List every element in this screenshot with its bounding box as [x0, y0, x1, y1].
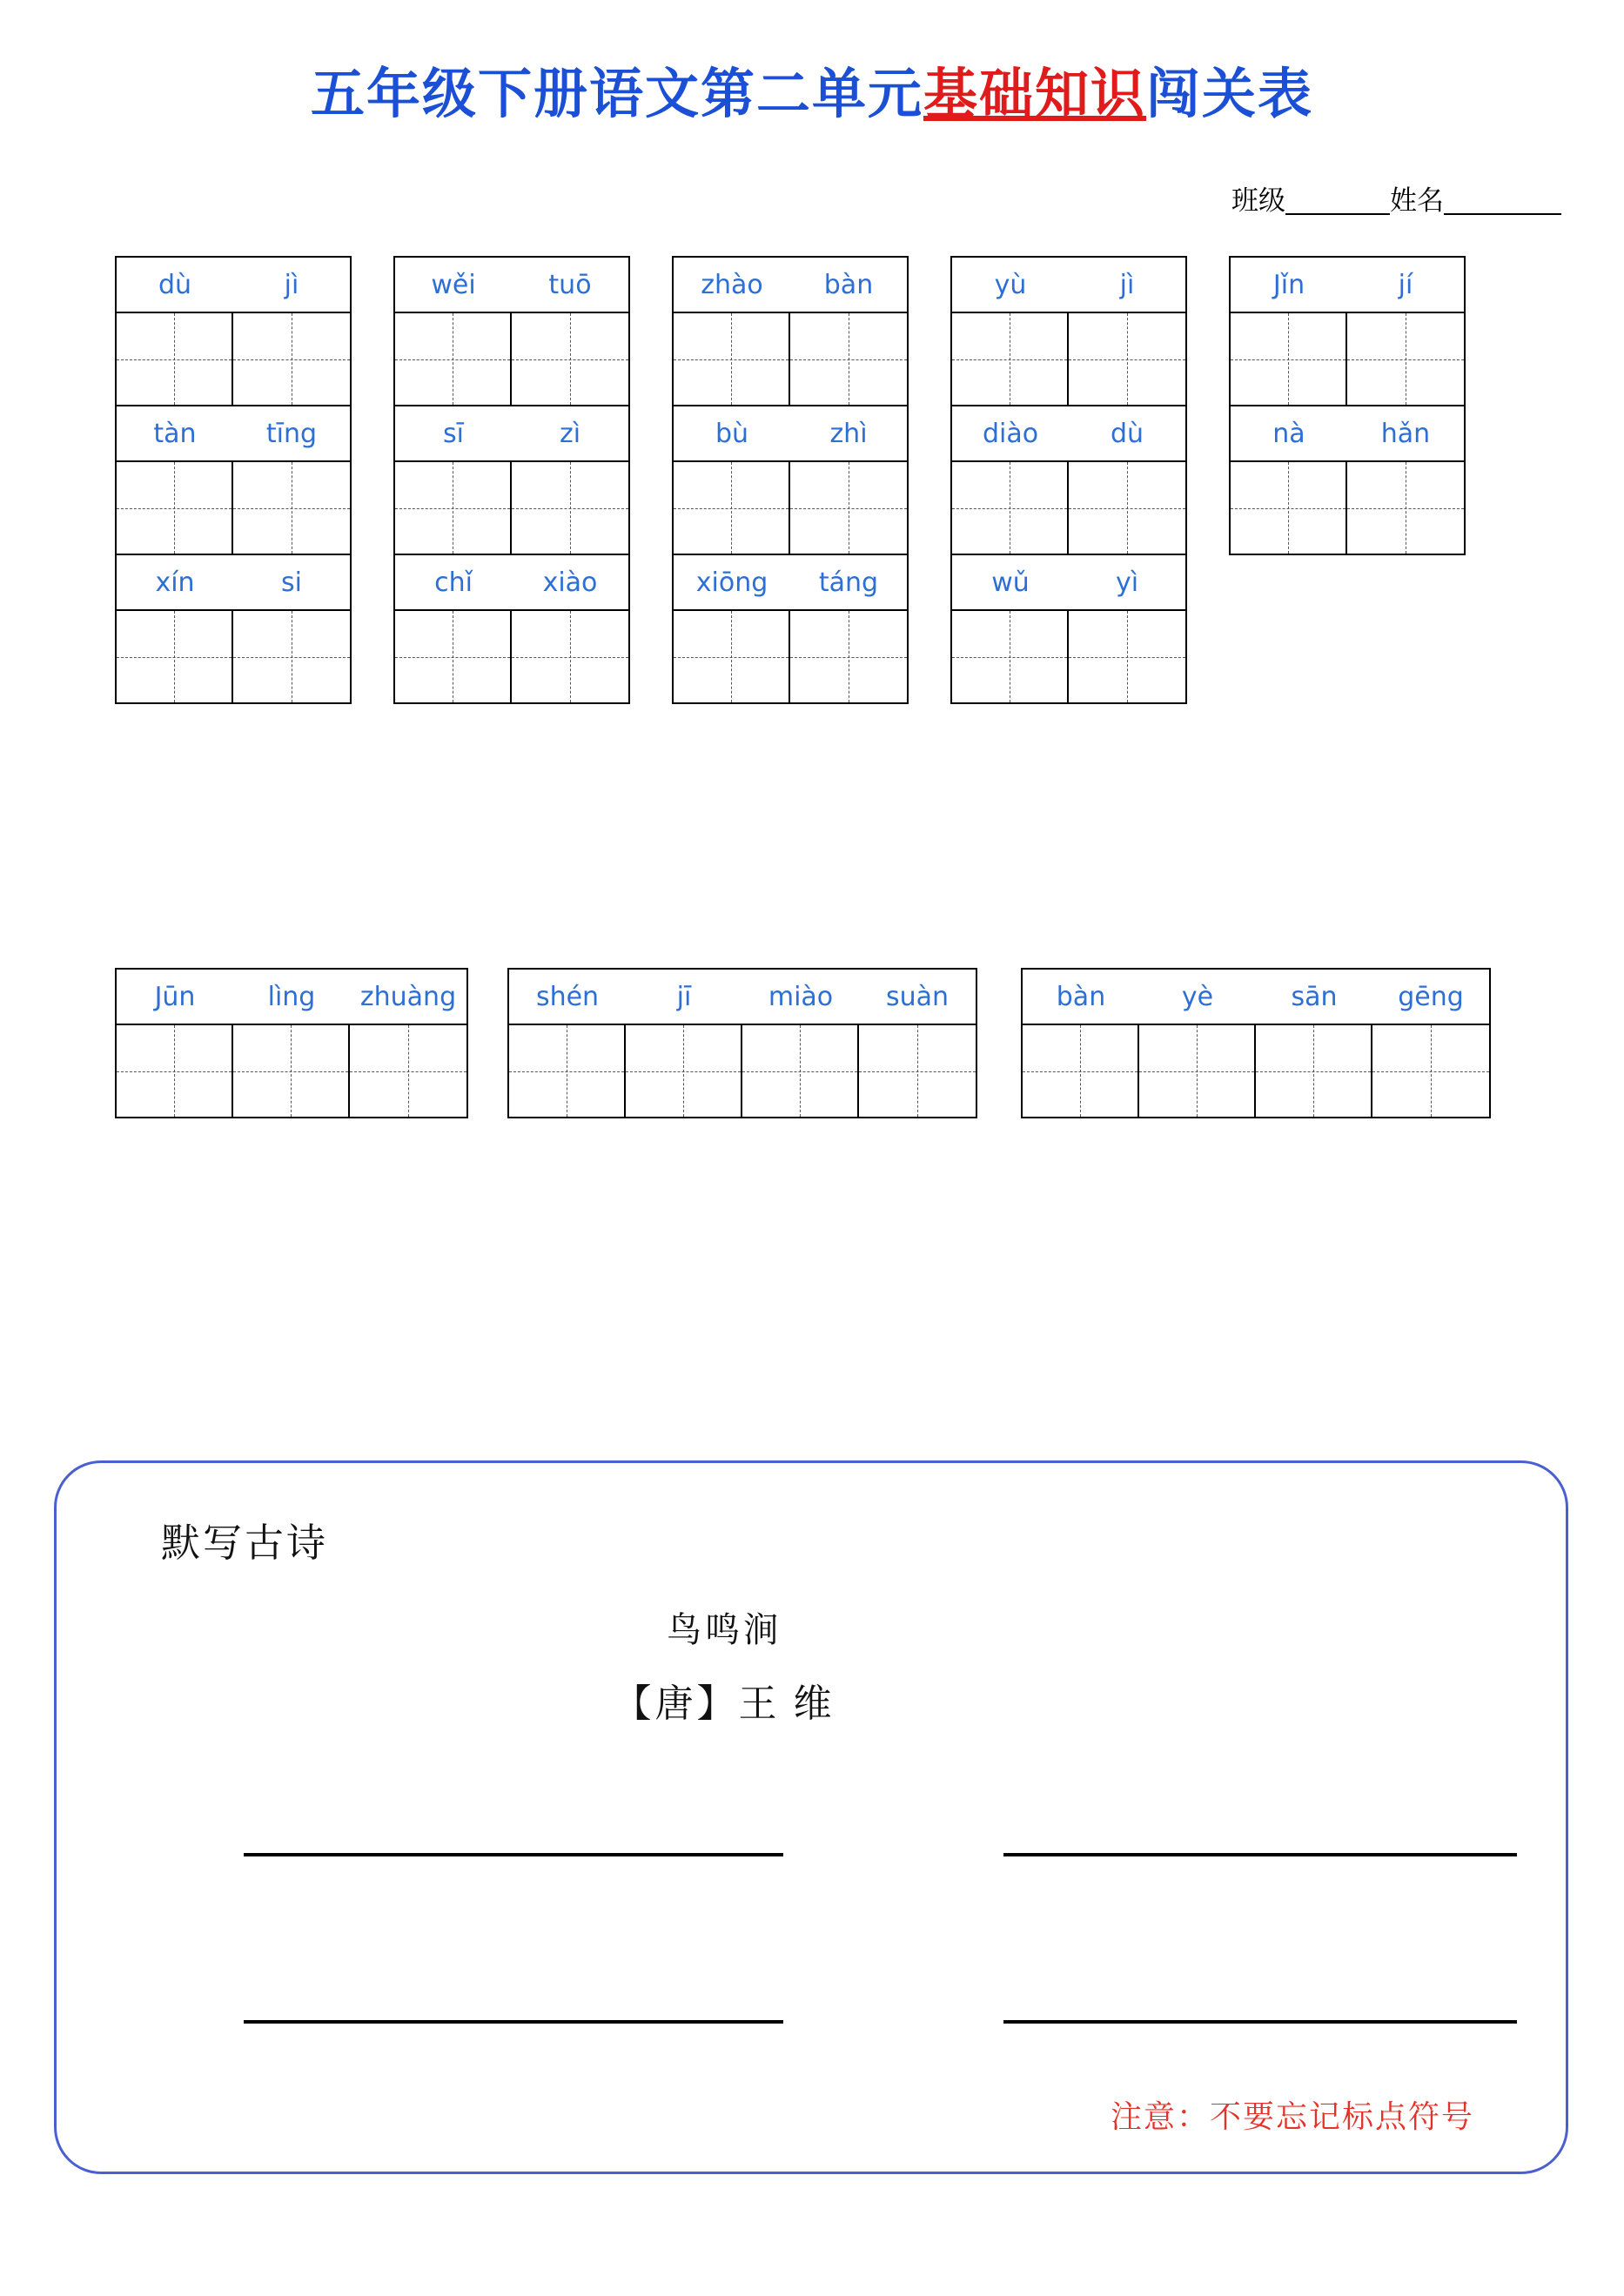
character-box[interactable] [1231, 462, 1347, 554]
writing-row [395, 313, 628, 406]
pinyin-cell: tīng [265, 418, 318, 449]
pinyin-cell: lìng [267, 981, 316, 1012]
writing-row [952, 313, 1185, 406]
writing-row [117, 1025, 466, 1117]
pinyin-cell: sī [443, 418, 464, 449]
pinyin-grid-7 [507, 968, 977, 1118]
pinyin-cell: gēng [1398, 981, 1464, 1012]
pinyin-cell: zì [559, 418, 581, 449]
pinyin-row [509, 970, 976, 1025]
writing-row [952, 462, 1185, 555]
character-box[interactable] [1231, 313, 1347, 405]
poem-writing-line-2[interactable] [1003, 1853, 1517, 1856]
writing-row [674, 462, 907, 555]
pinyin-grid-6 [115, 968, 468, 1118]
character-box[interactable] [674, 611, 790, 702]
character-box[interactable] [674, 462, 790, 554]
pinyin-cell: jì [284, 269, 299, 300]
page-title-part3: 闯关表 [1146, 65, 1314, 124]
pinyin-cell: xiào [542, 567, 598, 598]
pinyin-grid-5 [1229, 256, 1466, 555]
pinyin-cell: xín [155, 567, 195, 598]
character-box[interactable] [350, 1025, 466, 1117]
pinyin-cell: sān [1291, 981, 1338, 1012]
pinyin-cell: jí [1398, 269, 1413, 300]
pinyin-row [952, 555, 1185, 611]
pinyin-grid-3 [672, 256, 909, 704]
character-box[interactable] [674, 313, 790, 405]
writing-row [674, 611, 907, 702]
pinyin-cell: jì [1119, 269, 1135, 300]
pinyin-row [117, 406, 350, 462]
pinyin-cell: bàn [823, 269, 874, 300]
poem-writing-line-4[interactable] [1003, 2020, 1517, 2024]
poem-note: 注意：不要忘记标点符号 [1110, 2099, 1474, 2134]
poem-title: 鸟鸣涧 [667, 1610, 782, 1649]
poem-author: 【唐】王 维 [613, 1682, 835, 1725]
pinyin-row [1231, 406, 1464, 462]
writing-row [117, 611, 350, 702]
pinyin-cell: miào [768, 981, 834, 1012]
class-label: 班级 [1231, 185, 1285, 216]
pinyin-cell: shén [535, 981, 600, 1012]
writing-row [117, 462, 350, 555]
writing-row [1231, 313, 1464, 406]
pinyin-row [395, 406, 628, 462]
pinyin-cell: tàn [153, 418, 197, 449]
pinyin-row [117, 258, 350, 313]
character-box[interactable] [1069, 611, 1185, 702]
character-box[interactable] [1256, 1025, 1372, 1117]
pinyin-cell: xiōng [695, 567, 768, 598]
character-box[interactable] [509, 1025, 626, 1117]
character-box[interactable] [395, 462, 512, 554]
writing-row [1231, 462, 1464, 554]
character-box[interactable] [790, 313, 907, 405]
pinyin-cell: dù [158, 269, 192, 300]
pinyin-cell: zhào [701, 269, 763, 300]
pinyin-cell: táng [818, 567, 879, 598]
character-box[interactable] [117, 462, 233, 554]
pinyin-grid-1 [115, 256, 352, 704]
character-box[interactable] [117, 1025, 233, 1117]
character-box[interactable] [952, 313, 1069, 405]
page-title-part1: 五年级下册语文第二单元 [310, 65, 923, 124]
pinyin-cell: Jūn [154, 981, 196, 1012]
character-box[interactable] [117, 313, 233, 405]
character-box[interactable] [1372, 1025, 1489, 1117]
pinyin-cell: suàn [885, 981, 950, 1012]
character-box[interactable] [952, 611, 1069, 702]
pinyin-cell: chǐ [434, 567, 473, 598]
pinyin-cell: yì [1115, 567, 1139, 598]
writing-row [395, 611, 628, 702]
pinyin-cell: wěi [431, 269, 476, 300]
pinyin-cell: bàn [1056, 981, 1106, 1012]
pinyin-cell: tuō [548, 269, 592, 300]
character-box[interactable] [512, 313, 628, 405]
character-box[interactable] [952, 462, 1069, 554]
pinyin-cell: si [281, 567, 302, 598]
character-box[interactable] [395, 611, 512, 702]
character-box[interactable] [233, 313, 350, 405]
pinyin-row [117, 555, 350, 611]
character-box[interactable] [395, 313, 512, 405]
character-box[interactable] [233, 1025, 350, 1117]
character-box[interactable] [1347, 313, 1464, 405]
writing-row [1023, 1025, 1489, 1117]
writing-row [395, 462, 628, 555]
character-box[interactable] [1023, 1025, 1139, 1117]
pinyin-cell: jī [676, 981, 692, 1012]
pinyin-cell: diào [982, 418, 1039, 449]
character-box[interactable] [512, 462, 628, 554]
writing-row [952, 611, 1185, 702]
writing-row [117, 313, 350, 406]
character-box[interactable] [1069, 313, 1185, 405]
pinyin-cell: nà [1272, 418, 1305, 449]
pinyin-row [1023, 970, 1489, 1025]
character-box[interactable] [790, 462, 907, 554]
poem-section-label: 默写古诗 [161, 1521, 329, 1565]
poem-writing-line-1[interactable] [244, 1853, 783, 1856]
character-box[interactable] [742, 1025, 859, 1117]
pinyin-cell: yè [1181, 981, 1214, 1012]
pinyin-cell: hǎn [1380, 418, 1431, 449]
character-box[interactable] [626, 1025, 742, 1117]
pinyin-cell: dù [1110, 418, 1144, 449]
pinyin-row [1231, 258, 1464, 313]
page-title-part2: 基础知识 [923, 65, 1146, 124]
pinyin-row [674, 406, 907, 462]
pinyin-cell: Jǐn [1272, 269, 1305, 300]
pinyin-row [952, 258, 1185, 313]
pinyin-row [117, 970, 466, 1025]
name-label: 姓名 [1390, 185, 1444, 216]
pinyin-row [674, 555, 907, 611]
pinyin-cell: yù [994, 269, 1027, 300]
character-box[interactable] [233, 462, 350, 554]
character-box[interactable] [117, 611, 233, 702]
character-box[interactable] [1139, 1025, 1256, 1117]
pinyin-row [674, 258, 907, 313]
character-box[interactable] [859, 1025, 976, 1117]
pinyin-cell: zhì [829, 418, 868, 449]
character-box[interactable] [790, 611, 907, 702]
writing-row [674, 313, 907, 406]
pinyin-cell: zhuàng [359, 981, 457, 1012]
pinyin-row [952, 406, 1185, 462]
character-box[interactable] [512, 611, 628, 702]
character-box[interactable] [1069, 462, 1185, 554]
poem-card [54, 1460, 1568, 2174]
writing-row [509, 1025, 976, 1117]
pinyin-row [395, 555, 628, 611]
pinyin-grid-2 [393, 256, 630, 704]
character-box[interactable] [1347, 462, 1464, 554]
pinyin-cell: bù [715, 418, 749, 449]
poem-writing-line-3[interactable] [244, 2020, 783, 2024]
character-box[interactable] [233, 611, 350, 702]
pinyin-row [395, 258, 628, 313]
pinyin-cell: wǔ [991, 567, 1030, 598]
pinyin-grid-4 [950, 256, 1187, 704]
pinyin-grid-8 [1021, 968, 1491, 1118]
